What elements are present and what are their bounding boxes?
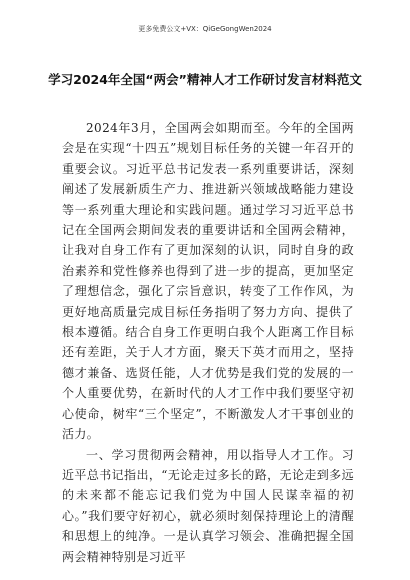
document-title: 学习2024年全国“两会”精神人才工作研讨发言材料范文	[48, 72, 362, 87]
header-note: 更多免费公文+VX：QiGeGongWen2024	[138, 25, 272, 33]
paragraph-section-one: 一、学习贯彻两会精神，用以指导人才工作。习近平总书记指出，“无论走过多长的路，无论走到多远的未来都不能忘记我们党为中国人民谋幸福的初心。”我们要守好初心，就必须时刻保持理论上的清醒和思想上的纯净。一是认真学习领会、准确把握全国两会精神特别是习近平	[62, 447, 354, 564]
document-body	[62, 118, 354, 567]
paragraph-intro: 2024年3月，全国两会如期而至。今年的全国两会是在实现“十四五”规划目标任务的关键一年召开的重要会议。习近平总书记发表一系列重要讲话，深刻阐述了发展新质生产力、推进新兴领域战略能力建设等一系列重大理论和实践问题。通过学习习近平总书记在全国两会期间发表的重要讲话和全国两会精神，让我对自身工作有了更加深刻的认识，同时自身的政治素养和党性修养也得到了进一步的提高，更加坚定了理想信念，强化了宗旨意识，转变了工作作风，为更好地高质量完成目标任务指明了努力方向、提供了根本遵循。结合自身工作更明白我个人距离工作目标还有差距，关于人才方面，聚天下英才而用之，坚持德才兼备、选贤任能，人才优势是我们党的发展的一个人重要优势，在新时代的人才工作中我们要坚守初心使命，树牢“三个坚定”，不断激发人才干事创业的活力。	[62, 121, 354, 442]
